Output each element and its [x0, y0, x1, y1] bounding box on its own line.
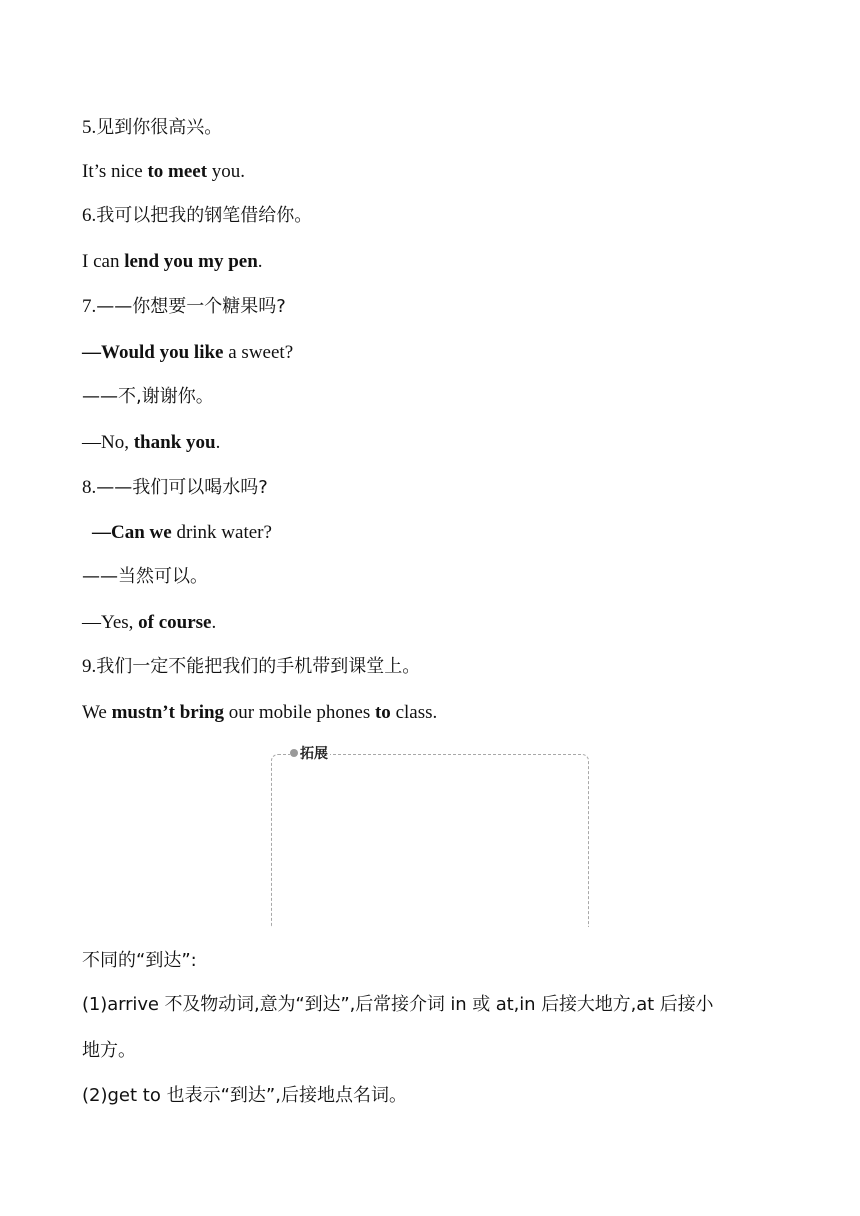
- sentence-text: —No,: [82, 432, 134, 453]
- dash: —: [92, 522, 111, 543]
- chinese-sentence: ——不,谢谢你。: [82, 386, 214, 407]
- chinese-sentence: 我可以把我的钢笔借给你。: [96, 205, 313, 226]
- item-number: 5.: [82, 117, 97, 138]
- extension-title-text: 拓展: [300, 746, 328, 762]
- chinese-sentence: ——当然可以。: [82, 566, 208, 587]
- extension-box: [271, 746, 589, 927]
- item-7-answer-chinese: [82, 384, 214, 410]
- item-number: 9.: [82, 656, 97, 677]
- sentence-text: .: [211, 612, 217, 633]
- extension-title: [290, 744, 330, 764]
- item-7-answer-english: [82, 430, 220, 456]
- item-7-question-english: [82, 340, 293, 366]
- chinese-sentence: ——我们可以喝水吗?: [96, 477, 268, 498]
- item-6-chinese: [82, 203, 312, 229]
- sentence-text: It’s nice: [82, 161, 148, 182]
- item-5-english: [82, 159, 245, 185]
- item-6-english: [82, 249, 263, 275]
- chinese-sentence: 我们一定不能把我们的手机带到课堂上。: [96, 656, 421, 677]
- key-phrase: to meet: [147, 161, 208, 182]
- extension-heading-text: 不同的“到达”:: [82, 950, 197, 971]
- point-text: (2)get to 也表示“到达”,后接地点名词。: [82, 1085, 407, 1106]
- sentence-text: I can: [82, 251, 125, 272]
- key-phrase: Can we: [111, 522, 172, 543]
- item-number: 8.: [82, 477, 97, 498]
- key-phrase: Would you like: [101, 342, 224, 363]
- key-phrase: mustn’t bring: [111, 702, 225, 723]
- sentence-text: class.: [390, 702, 438, 723]
- sentence-text: .: [215, 432, 221, 453]
- point-text: 地方。: [82, 1040, 136, 1061]
- dash: —: [82, 342, 101, 363]
- sentence-text: .: [257, 251, 263, 272]
- key-phrase: of course: [138, 612, 212, 633]
- sentence-text: We: [82, 702, 112, 723]
- extension-point-2: [82, 1083, 407, 1109]
- sentence-text: drink water?: [171, 522, 272, 543]
- item-5-chinese: [82, 115, 222, 141]
- sentence-text: you.: [207, 161, 246, 182]
- bullet-dot-icon: [290, 749, 298, 757]
- point-text: (1)arrive 不及物动词,意为“到达”,后常接介词 in 或 at,in 后接大地方,at 后接小: [82, 994, 714, 1015]
- extension-point-1: [82, 992, 713, 1018]
- key-phrase: lend you my pen: [124, 251, 258, 272]
- item-9-english: [82, 700, 437, 726]
- item-8-answer-chinese: [82, 564, 208, 590]
- item-number: 7.: [82, 296, 97, 317]
- item-8-question-english: [92, 520, 272, 546]
- item-8-question-chinese: [82, 475, 268, 501]
- item-9-chinese: [82, 654, 420, 680]
- chinese-sentence: 见到你很高兴。: [96, 117, 223, 138]
- sentence-text: —Yes,: [82, 612, 139, 633]
- key-phrase: thank you: [133, 432, 216, 453]
- item-number: 6.: [82, 205, 97, 226]
- chinese-sentence: ——你想要一个糖果吗?: [96, 296, 286, 317]
- item-7-question-chinese: [82, 294, 286, 320]
- sentence-text: a sweet?: [223, 342, 294, 363]
- sentence-text: our mobile phones: [224, 702, 375, 723]
- item-8-answer-english: [82, 610, 216, 636]
- key-phrase: to: [374, 702, 391, 723]
- extension-point-1-continued: [82, 1038, 136, 1064]
- extension-heading: [82, 948, 197, 974]
